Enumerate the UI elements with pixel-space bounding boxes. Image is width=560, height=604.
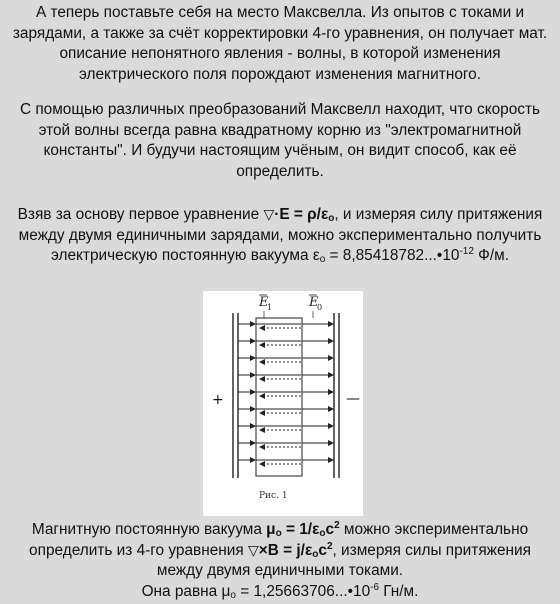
dielectric-region xyxy=(256,318,302,476)
figure-caption: Рис. 1 xyxy=(259,491,288,501)
right-plate xyxy=(334,313,339,478)
field-label-e0-sub: 0 xyxy=(317,303,323,312)
electric-constant-value: = 8,85418782...•10 xyxy=(325,247,460,264)
field-lines xyxy=(238,324,333,464)
left-plate xyxy=(233,313,238,478)
field-label-e1: E xyxy=(259,295,269,310)
nabla-symbol-2: ▽ xyxy=(247,542,259,559)
magnetic-constant-equation: $\mu_o = 1/\varepsilon_oc^2$ xyxy=(266,520,340,539)
magnetic-constant-value: = 1,25663706...•10 xyxy=(235,582,371,600)
field-label-e1-sub: 1 xyxy=(267,303,273,312)
capacitor-figure xyxy=(203,291,363,516)
paragraph-maxwell-intro: А теперь поставьте себя на место Максвелла. Из опытов с токами и зарядами, а также за счёт корректировки 4-го уравнения, он получает мат. описание непонятного явления - волны, в которой изменения электрического поля порождают изменения магнитного. xyxy=(12,4,548,83)
paragraph-wave-speed: С помощью различных преобразований Максвелл находит, что скорость этой волны всегда равна квадратному корню из "электромагнитной константы". И будучи настоящим учёным, он видит способ, как её определить. xyxy=(19,101,541,180)
ampere-law-equation: $\times B = j/\varepsilon_oc^2$ xyxy=(258,540,333,560)
plus-sign: + xyxy=(212,392,224,408)
paragraph-magnetic-constant: Магнитную постоянную вакуума $\mu_o = 1/\varepsilon_oc^2$ можно экспериментально определить из 4-го уравнения ▽×B = $j/\varepsilon_oc^2$, измеряя силы притяжения между двумя единичными токами. Она равна $\mu_o$ = $1,25663706...•10^{-6}$ Гн/м. xyxy=(29,520,531,601)
field-label-e0: E xyxy=(309,295,319,310)
nabla-symbol: ▽ xyxy=(263,207,275,223)
minus-sign: — xyxy=(346,391,360,407)
paragraph-electric-constant: Взяв за основу первое уравнение ▽·E = $\rho/\varepsilon_o$, и измеряя силу притяжения между двумя единичными зарядами, можно экспериментально получить электрическую постоянную вакуума $\varepsilon_o$ = $8,85418782...•10^{-12}$ Ф/м. xyxy=(17,206,543,265)
gauss-law-equation: $\cdot E = \rho/\varepsilon_o$ xyxy=(274,206,335,224)
